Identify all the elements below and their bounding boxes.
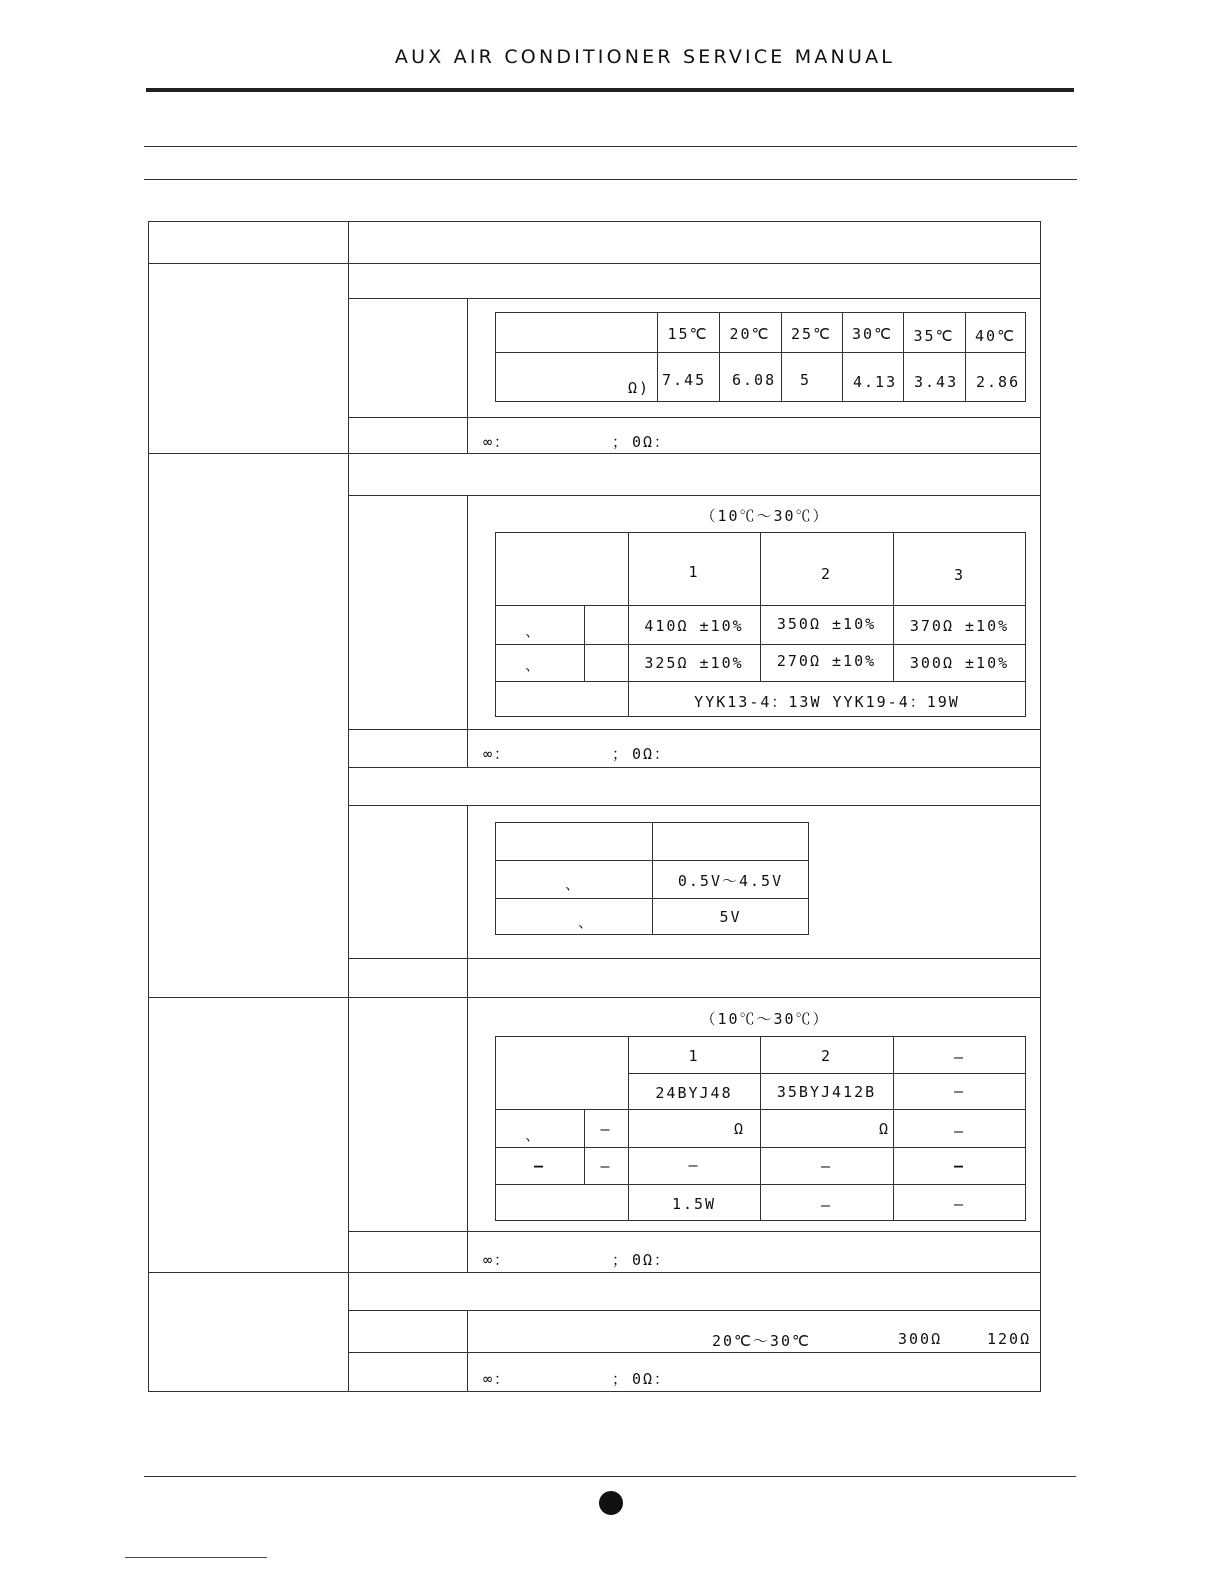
s3-model-3: – [953, 1082, 966, 1100]
s2-power: YYK13-4：13W YYK19-4：19W [694, 693, 960, 711]
s3-fault-sep: ； [612, 1251, 630, 1269]
s4-fault-sep: ； [612, 1370, 630, 1388]
s2-row2-mark: 、 [525, 656, 543, 674]
s3-power-2: – [820, 1196, 833, 1214]
res-25: 5 [800, 371, 812, 389]
s2-subrow-sep-b [348, 729, 1041, 730]
res-40: 2.86 [976, 373, 1021, 391]
s2-row2-val2: 270Ω ±10% [776, 652, 877, 670]
s3-fault-zero: 0Ω： [632, 1251, 672, 1269]
s3-row1-mark: 、 [525, 1126, 543, 1144]
s1-fault-inf: ∞： [483, 433, 512, 451]
s2-row2-val3: 300Ω ±10% [909, 654, 1010, 672]
s2-sub-divider-b [467, 805, 468, 997]
s3-col-3: – [953, 1048, 966, 1066]
s4-subrow-sep-b [348, 1352, 1041, 1353]
s1-table-row-sep [495, 352, 1026, 353]
res-20: 6.08 [732, 371, 777, 389]
s3-col-1: 1 [688, 1047, 700, 1065]
section-heading-top-rule [144, 146, 1077, 147]
footer-link-underline [125, 1557, 267, 1558]
s2-voltage-row1: 0.5V～4.5V [677, 872, 784, 890]
s3-col-2: 2 [820, 1047, 833, 1065]
s2-subrow-sep-c [348, 767, 1041, 768]
s1-subrow-sep-a [348, 298, 1041, 299]
s4-sub-divider [467, 1310, 468, 1392]
s1-col-line [965, 312, 966, 402]
s2-sub-divider-a [467, 495, 468, 767]
res-35: 3.43 [914, 373, 959, 391]
s2-row1-val3: 370Ω ±10% [909, 617, 1010, 635]
s2-row1-val1: 410Ω ±10% [644, 617, 744, 635]
s2-col-2: 2 [820, 565, 833, 583]
s2-col-line [584, 605, 585, 681]
s2-fault-zero: 0Ω： [632, 745, 672, 763]
temp-20: 20℃ [729, 325, 771, 343]
temp-30: 30℃ [852, 325, 893, 343]
s2-row2-val1: 325Ω ±10% [644, 654, 744, 672]
s2-fault-sep: ； [612, 745, 630, 763]
s3-row2-val1: – [688, 1156, 700, 1174]
s1-fault-sep: ； [612, 433, 630, 451]
header-rule [146, 88, 1074, 92]
s3-row2-val3: – [953, 1157, 966, 1175]
s4-temp-range: 20℃～30℃ [712, 1332, 811, 1350]
s2-temp-range: （10℃～30℃） [700, 507, 830, 525]
s4-value-2: 120Ω [987, 1330, 1032, 1348]
s3-row1-val3: – [953, 1122, 966, 1140]
s2-col-1: 1 [688, 563, 700, 581]
s1-col-line [903, 312, 904, 402]
s1-fault-zero: 0Ω： [632, 433, 672, 451]
s2-row1-val2: 350Ω ±10% [776, 615, 877, 633]
s1-subrow-sep-b [348, 417, 1041, 418]
s3-sub-divider [467, 997, 468, 1272]
res-15: 7.45 [662, 371, 707, 389]
s3-model-2: 35BYJ412B [776, 1083, 877, 1101]
s2-row1-mark: 、 [525, 622, 543, 640]
section-heading-bottom-rule [144, 179, 1077, 180]
s2-voltage-row2: 5V [719, 908, 742, 926]
s3-row2-val2: – [820, 1157, 833, 1175]
res-30: 4.13 [853, 373, 898, 391]
row-sep-header [148, 263, 1041, 264]
s3-model-1: 24BYJ48 [655, 1084, 733, 1102]
manual-title: AUX AIR CONDITIONER SERVICE MANUAL [394, 46, 896, 68]
temp-15: 15℃ [667, 325, 709, 343]
s3-table-row-sep [628, 1073, 1026, 1074]
s4-value-1: 300Ω [898, 1330, 943, 1348]
s2-subrow-sep-a [348, 495, 1041, 496]
s2-voltage-row1-mark: 、 [565, 875, 583, 893]
main-col-divider [348, 221, 349, 1392]
s2-subrow-sep-e [348, 958, 1041, 959]
resistance-unit: Ω) [628, 379, 651, 397]
page-number-dot [599, 1491, 623, 1515]
s3-temp-range: （10℃～30℃） [700, 1010, 830, 1028]
row-sep-3 [148, 1272, 1041, 1273]
s3-power-3: – [953, 1195, 966, 1213]
s2-voltage-row2-mark: 、 [578, 913, 596, 931]
s3-fault-inf: ∞： [483, 1251, 512, 1269]
s4-fault-inf: ∞： [483, 1370, 512, 1388]
s4-subrow-sep-a [348, 1310, 1041, 1311]
s1-sub-divider [467, 298, 468, 453]
s3-row2-label: – [533, 1157, 546, 1175]
temp-40: 40℃ [975, 327, 1016, 345]
s3-row1-dash: – [600, 1120, 612, 1138]
row-sep-2 [148, 997, 1041, 998]
s3-row1-val1: Ω [734, 1120, 746, 1138]
s3-subrow-sep [348, 1231, 1041, 1232]
temp-35: 35℃ [913, 327, 955, 345]
s2-fault-inf: ∞： [483, 745, 512, 763]
row-sep-1 [148, 453, 1041, 454]
s2-subrow-sep-d [348, 805, 1041, 806]
s2-table-row-sep [495, 681, 1026, 682]
s3-row2-dash: – [600, 1157, 612, 1175]
s3-row1-val2: Ω [879, 1120, 891, 1138]
footer-rule [144, 1476, 1076, 1477]
s3-power-1: 1.5W [671, 1195, 717, 1213]
s4-fault-zero: 0Ω： [632, 1370, 672, 1388]
s2-col-3: 3 [953, 566, 966, 584]
temp-25: 25℃ [791, 325, 832, 343]
